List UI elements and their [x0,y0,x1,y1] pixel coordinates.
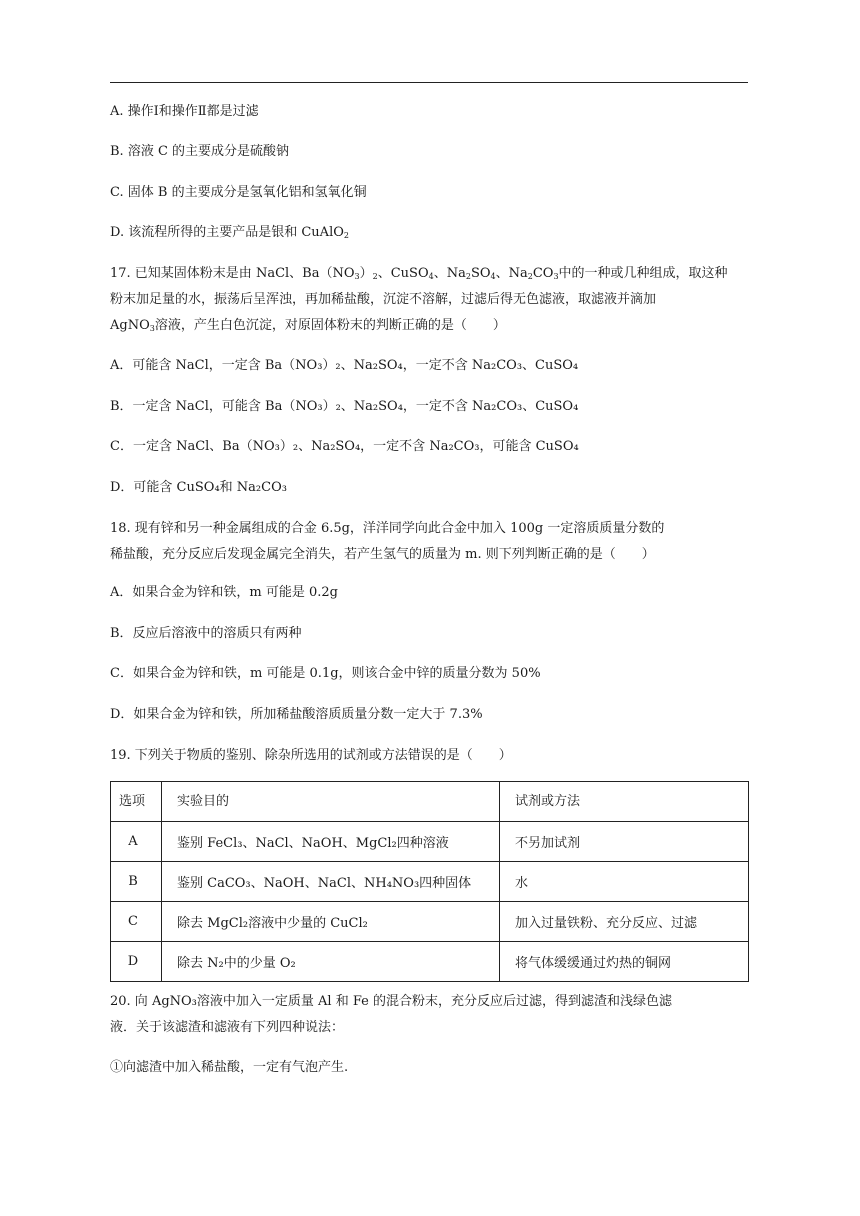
q20-stem-line1: 20. 向 AgNO₃溶液中加入一定质量 Al 和 Fe 的混合粉末，充分反应后过滤，得到滤渣和浅绿色滤 [110,994,672,1009]
q16-option-c: C. 固体 B 的主要成分是氢氧化铝和氢氧化铜 [110,185,367,200]
header-method: 试剂或方法 [500,782,749,822]
q16-option-d: D. 该流程所得的主要产品是银和 CuAlO$_2$ [110,225,349,240]
q18-stem-line1: 18. 现有锌和另一种金属组成的合金 6.5g，洋洋同学向此合金中加入 100g 一定溶质质量分数的 [110,521,665,536]
q17-option-d: D．可能含 CuSO₄和 Na₂CO₃ [110,480,287,495]
q16-option-a: A. 操作Ⅰ和操作Ⅱ都是过滤 [110,104,259,119]
row-method: 水 [500,862,749,902]
table-row [111,942,749,982]
q17-stem-line2: 粉末加足量的水，振荡后呈浑浊，再加稀盐酸，沉淀不溶解，过滤后得无色滤液，取滤液并滴加 [110,292,657,307]
header-option: 选项 [111,782,162,822]
table-row [111,822,749,862]
q17-stem-line3: AgNO$_3$溶液，产生白色沉淀，对原固体粉末的判断正确的是（ ） [110,318,506,333]
q18-option-a: A．如果合金为锌和铁，m 可能是 0.2g [110,585,338,600]
q18-option-d: D．如果合金为锌和铁，所加稀盐酸溶质质量分数一定大于 7.3% [110,707,483,722]
row-option: A [111,822,162,862]
row-method: 将气体缓缓通过灼热的铜网 [500,942,749,982]
q17-option-b: B．一定含 NaCl，可能含 Ba（NO₃）₂、Na₂SO₄，一定不含 Na₂CO₃、CuSO₄ [110,399,579,414]
q17-option-c: C．一定含 NaCl、Ba（NO₃）₂、Na₂SO₄，一定不含 Na₂CO₃，可能含 CuSO₄ [110,439,579,454]
q19-table [110,781,749,982]
row-option: B [111,862,162,902]
table-header-row [111,782,749,822]
row-purpose: 鉴别 CaCO₃、NaOH、NaCl、NH₄NO₃四种固体 [162,862,500,902]
row-purpose: 鉴别 FeCl₃、NaCl、NaOH、MgCl₂四种溶液 [162,822,500,862]
row-method: 不另加试剂 [500,822,749,862]
q16-option-b: B. 溶液 C 的主要成分是硫酸钠 [110,144,290,159]
q20-statement-1: ①向滤渣中加入稀盐酸，一定有气泡产生. [110,1060,349,1075]
row-purpose: 除去 N₂中的少量 O₂ [162,942,500,982]
header-rule [110,82,748,83]
row-option: D [111,942,162,982]
row-method: 加入过量铁粉、充分反应、过滤 [500,902,749,942]
table-row [111,862,749,902]
q17-stem-line1: 17. 已知某固体粉末是由 NaCl、$Ba(NO_3)_2$、CuSO$_4$、$Na_2SO_4$、$Na_2CO_3$中的一种或几种组成，取这种 [110,266,728,281]
row-option: C [111,902,162,942]
q17-option-a: A．可能含 NaCl，一定含 Ba（NO₃）₂、Na₂SO₄，一定不含 Na₂CO₃、CuSO₄ [110,358,579,373]
table-row [111,902,749,942]
q18-option-c: C．如果合金为锌和铁，m 可能是 0.1g，则该合金中锌的质量分数为 50% [110,666,541,681]
header-purpose: 实验目的 [162,782,500,822]
row-purpose: 除去 MgCl₂溶液中少量的 CuCl₂ [162,902,500,942]
q19-stem: 19. 下列关于物质的鉴别、除杂所选用的试剂或方法错误的是（ ） [110,748,512,763]
q18-stem-line2: 稀盐酸，充分反应后发现金属完全消失，若产生氢气的质量为 m. 则下列判断正确的是（ ） [110,547,655,562]
q20-stem-line2: 液．关于该滤渣和滤液有下列四种说法： [110,1020,345,1035]
q18-option-b: B．反应后溶液中的溶质只有两种 [110,626,302,641]
